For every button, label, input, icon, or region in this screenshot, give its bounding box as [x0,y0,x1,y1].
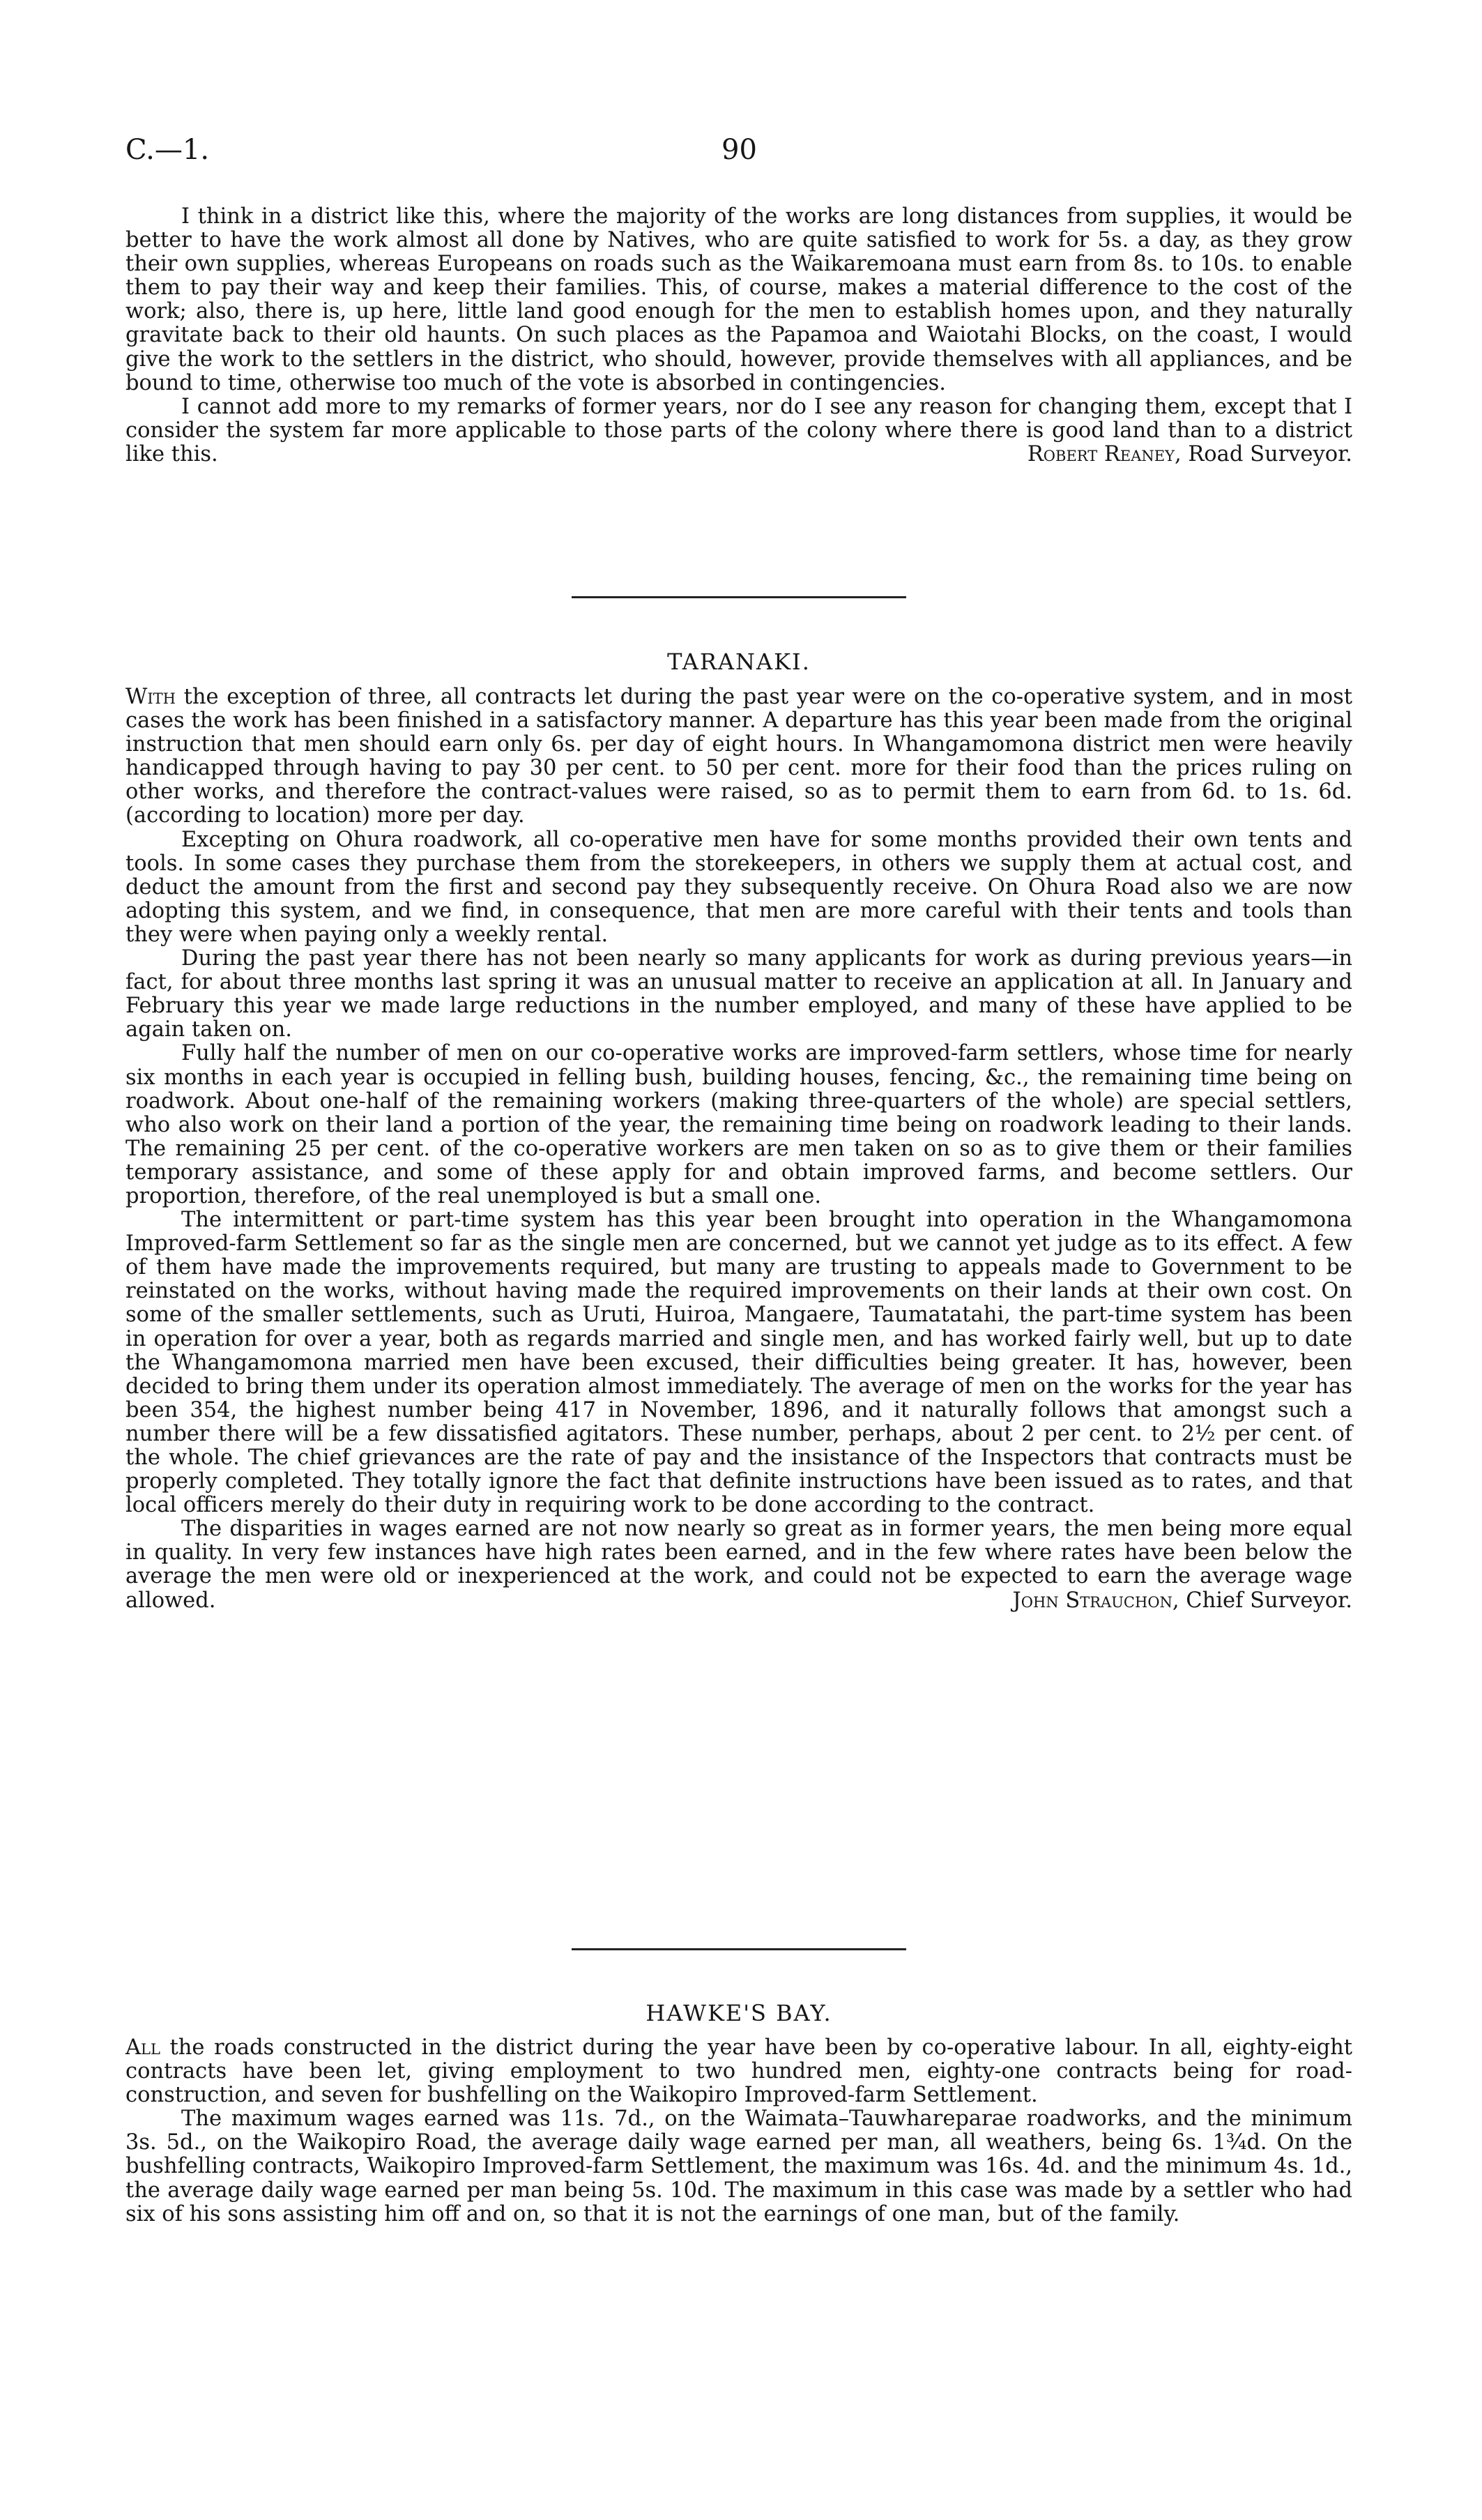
taranaki-section [125,685,1352,1613]
lead-word: All [125,2035,160,2060]
section-heading-hawkes-bay: HAWKE'S BAY. [645,2000,832,2026]
signature [972,443,1352,466]
paragraph [125,395,1352,466]
page-number: 90 [721,134,757,166]
section-divider [572,1948,906,1950]
paragraph [125,685,1352,828]
paragraph [125,1517,1352,1612]
paragraph-text: the exception of three, all contracts let during the past year were on the co-operative system, and in most cases the work has been finished in a satisfactory manner. A departure has this year been made from the original instruction that men should earn only 6s. per day of eight hours. In Whangamomona district men were heavily handicapped through having to pay 30 per cent. to 50 per cent. more for their food than the prices ruling on other works, and therefore the contract-values were raised, so as to permit them to earn from 6d. to 1s. 6d. (according to location) more per day. [125,685,1352,828]
hawkes-bay-section [125,2036,1352,2226]
paragraph: During the past year there has not been nearly so many applicants for work as during previous years—in fact, for about three months last spring it was an unusual matter to receive an application at all. In January and February this year we made large reductions in the number employed, and many of these have applied to be again taken on. [125,946,1352,1042]
paragraph: I think in a district like this, where the majority of the works are long distances from supplies, it would be better to have the work almost all done by Natives, who are quite satisfied to work for 5s. a day, as they grow their own supplies, whereas Europeans on roads such as the Waikaremoana must earn from 8s. to 10s. to enable them to pay their way and keep their families. This, of course, makes a material difference to the cost of the work; also, there is, up here, little land good enough for the men to establish homes upon, and they naturally gravitate back to their old haunts. On such places as the Papamoa and Waiotahi Blocks, on the coast, I would give the work to the settlers in the district, who should, however, provide themselves with all appliances, and be bound to time, otherwise too much of the vote is absorbed in contingencies. [125,204,1352,395]
section-heading-taranaki: TARANAKI. [667,648,811,675]
paragraph-text: I cannot add more to my remarks of former years, nor do I see any reason for changing them, except that I consider the system far more applicable to those parts of the colony where there is good land than to a district like this. [125,394,1352,466]
paragraph: The intermittent or part-time system has this year been brought into operation in the Whangamomona Improved-farm Settlement so far as the single men are concerned, but we cannot yet judge as to its effect. A few of them have made the improvements required, but many are trusting to appeals made to Government to be reinstated on the works, without having made the required improvements on their lands at their own cost. On some of the smaller settlements, such as Uruti, Huiroa, Mangaere, Taumatatahi, the part-time system has been in operation for over a year, both as regards married and single men, and has worked fairly well, but up to date the Whangamomona married men have been excused, their difficulties being greater. It has, however, been decided to bring them under its operation almost immediately. The average of men on the works for the year has been 354, the highest number being 417 in November, 1896, and it naturally follows that amongst such a number there will be a few dissatisfied agitators. These number, perhaps, about 2 per cent. to 2½ per cent. of the whole. The chief grievances are the rate of pay and the insistance of the Inspectors that contracts must be properly completed. They totally ignore the fact that definite instructions have been issued as to rates, and that local officers merely do their duty in requiring work to be done according to the contract. [125,1208,1352,1518]
paragraph: Fully half the number of men on our co-operative works are improved-farm settlers, whose time for nearly six months in each year is occupied in felling bush, building houses, fencing, &c., the remaining time being on roadwork. About one-half of the remaining workers (making three-quarters of the whole) are special settlers, who also work on their land a portion of the year, the remaining time being on roadwork leading to their lands. The remaining 25 per cent. of the co-operative workers are men taken on so as to give them or their families temporary assistance, and some of these apply for and obtain improved farms, and become settlers. Our proportion, therefore, of the real unemployed is but a small one. [125,1041,1352,1208]
paragraph [125,2036,1352,2107]
section-divider [572,596,906,598]
lead-word: With [125,685,176,709]
signature-title: , Road Surveyor. [1174,441,1352,466]
page-header [125,134,1352,176]
paragraph: Excepting on Ohura roadwork, all co-operative men have for some months provided their own tents and tools. In some cases they purchase them from the storekeepers, in others we supply them at actual cost, and deduct the amount from the first and second pay they subsequently receive. On Ohura Road also we are now adopting this system, and we find, in consequence, that men are more careful with their tents and tools than they were when paying only a weekly rental. [125,827,1352,947]
signature-name: John Strauchon [1012,1588,1172,1613]
document-reference: C.—1. [125,134,210,166]
intro-section [125,205,1352,466]
paragraph: The maximum wages earned was 11s. 7d., on the Waimata–Tauwhareparae roadworks, and the minimum 3s. 5d., on the Waikopiro Road, the average daily wage earned per man, all weathers, being 6s. 1¾d. On the bushfelling contracts, Waikopiro Improved-farm Settlement, the maximum was 16s. 4d. and the minimum 4s. 1d., the average daily wage earned per man being 5s. 10d. The maximum in this case was made by a settler who had six of his sons assisting him off and on, so that it is not the earnings of one man, but of the family. [125,2107,1352,2226]
signature-title: , Chief Surveyor. [1172,1588,1352,1613]
paragraph-text: the roads constructed in the district during the year have been by co-operative labour. In all, eighty-eight contracts have been let, giving employment to two hundred men, eighty-one contracts being for road-construction, and seven for bushfelling on the Waikopiro Improved-farm Settlement. [125,2035,1352,2108]
signature-name: Robert Reaney [1027,441,1175,466]
signature [957,1589,1352,1613]
paragraph-text: The disparities in wages earned are not now nearly so great as in former years, the men being more equal in quality. In very few instances have high rates been earned, and in the few where rates have been below the average the men were old or inexperienced at the work, and could not be expected to earn the average wage allowed. [125,1517,1352,1613]
